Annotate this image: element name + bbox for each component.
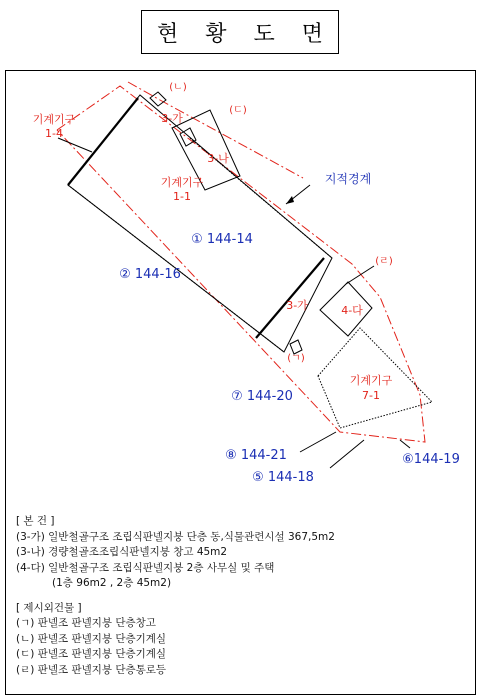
label-mech-7-1-line1: 기계기구	[349, 374, 393, 387]
label-3ga-top: 3-가	[161, 112, 183, 125]
parcel-144-14: ① 144-14	[191, 232, 253, 247]
label-mech-1-4-line1: 기계기구	[32, 113, 76, 126]
label-mech-1-4-line2: 1-4	[45, 127, 63, 140]
main-building-outline	[68, 95, 332, 352]
label-4da: 4-다	[341, 304, 363, 317]
parcel-144-16: ② 144-16	[119, 267, 181, 282]
leader-boundary-arrow	[286, 196, 294, 204]
annex-na-outline	[150, 92, 166, 106]
legend-main-item-1: (3-가) 일반철골구조 조립식판넬지붕 단층 동,식물관련시설 367,5m2	[16, 530, 335, 543]
leader-144-18	[330, 440, 364, 468]
label-mech-1-1-line1: 기계기구	[160, 176, 204, 189]
legend-excluded-item-2: (ㄴ) 판넬조 판넬지붕 단층기계실	[16, 632, 167, 645]
label-annex-ra: (ㄹ)	[375, 256, 393, 267]
leader-144-21	[300, 432, 336, 452]
parcel-144-19: ⑥144-19	[402, 452, 460, 467]
legend-excluded-header: [ 제시외건물 ]	[16, 601, 82, 614]
leader-ra	[346, 266, 374, 284]
label-3ga-mid: 3-가	[286, 299, 308, 312]
label-annex-da: (ㄷ)	[229, 105, 247, 116]
annex-ga-outline	[290, 340, 302, 354]
legend-excluded-item-4: (ㄹ) 판넬조 판넬지붕 단층통로등	[16, 663, 167, 676]
label-annex-na: (ㄴ)	[169, 82, 187, 93]
legend-main-sub: (1층 96m2 , 2층 45m2)	[52, 577, 172, 589]
parcel-144-18: ⑤ 144-18	[252, 470, 314, 485]
legend	[16, 514, 456, 678]
main-building-wall-right	[256, 258, 324, 338]
leader-1-4	[58, 138, 92, 152]
main-building-wall-left	[68, 98, 138, 185]
label-boundary: 지적경계	[324, 172, 372, 186]
legend-excluded-item-1: (ㄱ) 판넬조 판넬지붕 단층창고	[16, 617, 156, 629]
legend-excluded-item-3: (ㄷ) 판넬조 판넬지붕 단층기계실	[16, 648, 167, 660]
legend-main-header: [ 본 건 ]	[16, 515, 55, 527]
legend-main-item-2: (3-나) 경량철골조조립식판넬지붕 창고 45m2	[16, 546, 228, 558]
parcel-144-21: ⑧ 144-21	[225, 448, 287, 463]
leader-144-19	[400, 440, 410, 448]
label-mech-7-1-line2: 7-1	[362, 389, 380, 402]
legend-main-item-3: (4-다) 일반철골구조 조립식판넬지붕 2층 사무실 및 주택	[16, 561, 275, 574]
label-3na: 3-나	[207, 152, 229, 165]
label-annex-ga: (ㄱ)	[287, 353, 305, 364]
label-mech-1-1-line2: 1-1	[173, 190, 191, 203]
parcel-144-20: ⑦ 144-20	[231, 389, 293, 404]
page-title: 현 황 도 면	[157, 21, 333, 47]
